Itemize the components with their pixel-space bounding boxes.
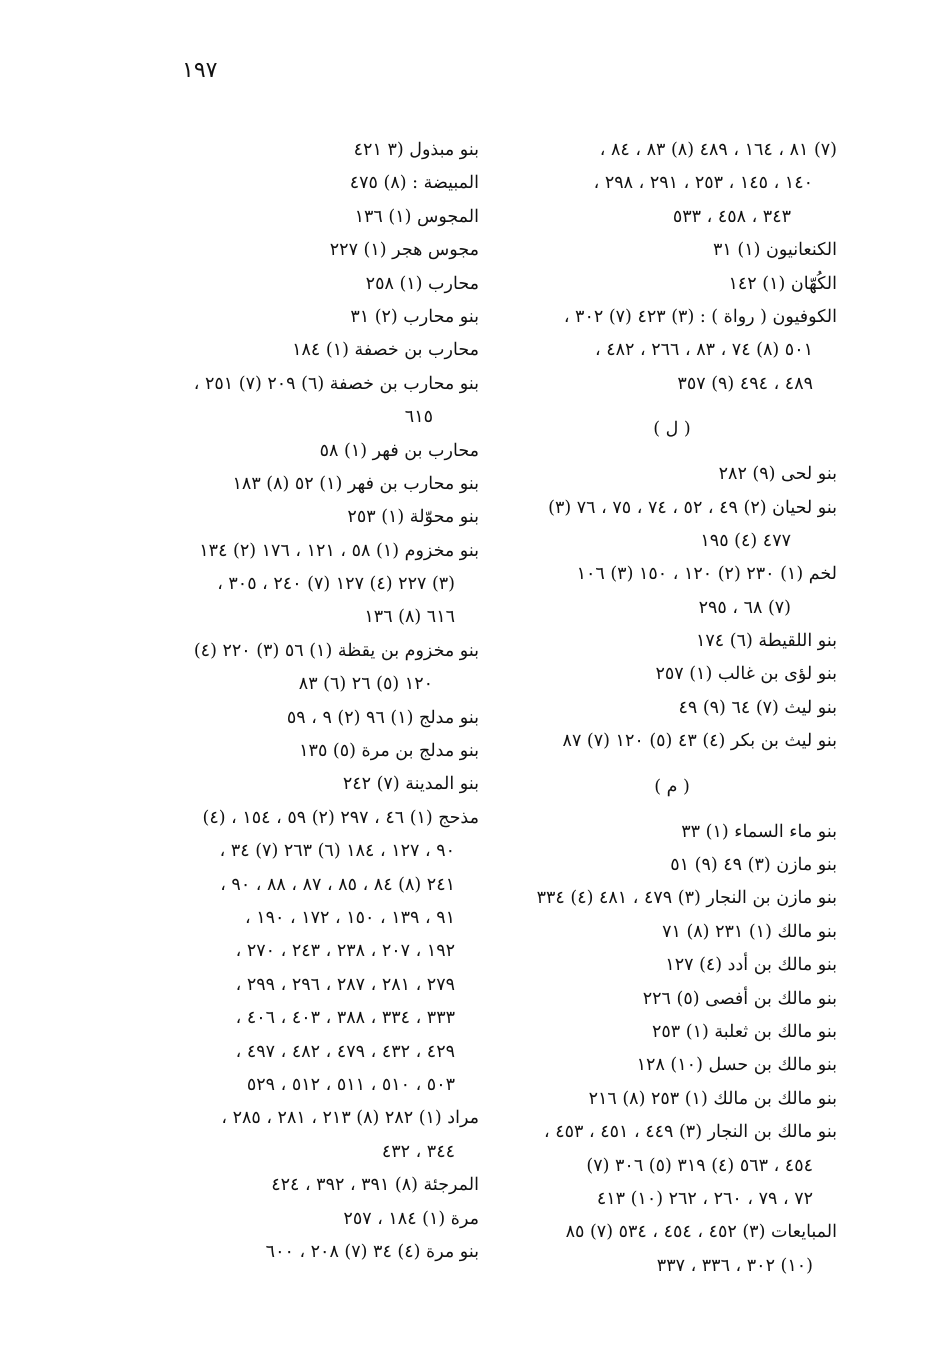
index-entry: مجوس هجر (١) ٢٢٧	[329, 240, 479, 261]
index-entry: ٥٠١ (٨) ٧٤ ، ٨٣ ، ٢٦٦ ، ٤٨٢ ،	[595, 340, 813, 361]
index-entry: ١٩٢ ، ٢٠٧ ، ٢٣٨ ، ٢٤٣ ، ٢٧٠ ،	[235, 941, 455, 962]
index-entry: ٣٣٣ ، ٣٣٤ ، ٣٨٨ ، ٤٠٣ ، ٤٠٦ ،	[235, 1008, 455, 1029]
index-entry: بنو مالك (١) ٢٣١ (٨) ٧١	[662, 921, 837, 942]
index-entry: ٩٠ ، ١٢٧ ، ١٨٤ (٦) ٢٦٣ (٧) ٣٤ ،	[219, 841, 455, 862]
index-entry: ٢٧٩ ، ٢٨١ ، ٢٨٧ ، ٢٩٦ ، ٢٩٩ ،	[235, 974, 455, 995]
index-entry: (٣) ٢٢٧ (٤) ١٢٧ (٧) ٢٤٠ ، ٣٠٥ ،	[217, 574, 455, 595]
index-entry: محارب (١) ٢٥٨	[365, 273, 479, 294]
index-entry: ٧٢ ، ٧٩ ، ٢٦٠ ، ٢٦٢ (١٠) ٤١٣	[596, 1188, 813, 1209]
index-entry: مذحج (١) ٤٦ ، ٢٩٧ (٢) ٥٩ ، ١٥٤ ، (٤)	[202, 807, 479, 828]
index-entry: ٥٠٣ ، ٥١٠ ، ٥١١ ، ٥١٢ ، ٥٢٩	[246, 1074, 455, 1095]
index-entry: (٧) ٦٨ ، ٢٩٥	[698, 597, 791, 618]
index-entry: ٦١٦ (٨) ١٣٦	[364, 607, 455, 628]
index-entry: المجوس (١) ١٣٦	[354, 206, 479, 227]
index-entry: بنو مرة (٤) ٣٤ (٧) ٢٠٨ ، ٦٠٠	[265, 1241, 479, 1262]
index-entry: بنو مبذول (٣ ٤٢١	[353, 140, 479, 160]
index-entry: بنو مالك بن أفصى (٥) ٢٢٦	[642, 988, 837, 1009]
index-column-right	[477, 134, 837, 1283]
index-entry: ٣٤٤ ، ٤٣٢	[381, 1141, 455, 1162]
index-entry: بنو لحيان (٢) ٤٩ ، ٥٢ ، ٧٤ ، ٧٥ ، ٧٦ (٣)	[548, 497, 837, 518]
index-entry: بنو محوّلة (١) ٢٥٣	[347, 507, 479, 528]
index-entry: مراد (١) ٢٨٢ (٨) ٢١٣ ، ٢٨١ ، ٢٨٥ ،	[221, 1108, 479, 1129]
index-entry: محارب بن فهر (١) ٥٨	[319, 440, 479, 461]
index-entry: المبيضة : (٨) ٤٧٥	[349, 173, 479, 194]
index-entry: ٦١٥	[404, 407, 433, 428]
section-letter-heading: ( ل )	[653, 419, 691, 440]
index-entry: بنو مدلج بن مرة (٥) ١٣٥	[299, 741, 479, 762]
index-entry: بنو اللقيطة (٦) ١٧٤	[695, 631, 837, 652]
index-entry: ٢٤١ (٨) ٨٤ ، ٨٥ ، ٨٧ ، ٨٨ ، ٩٠ ،	[220, 874, 455, 895]
index-column-left	[134, 134, 479, 1269]
index-entry: بنو مدلج (١) ٩٦ (٢) ٩ ، ٥٩	[286, 707, 479, 728]
index-entry: بنو مازن بن النجار (٣) ٤٧٩ ، ٤٨١ (٤) ٣٣٤	[536, 888, 837, 909]
index-entry: بنو مالك بن النجار (٣) ٤٤٩ ، ٤٥١ ، ٤٥٣ ،	[544, 1122, 837, 1143]
index-entry: بنو مخزوم (١) ٥٨ ، ١٢١ ، ١٧٦ (٢) ١٣٤	[199, 540, 479, 561]
index-entry: بنو محارب بن خصفة (٦) ٢٠٩ (٧) ٢٥١ ،	[193, 373, 479, 394]
index-entry: ٩١ ، ١٣٩ ، ١٥٠ ، ١٧٢ ، ١٩٠ ،	[245, 907, 455, 928]
index-entry: ٤٥٤ ، ٥٦٣ (٤) ٣١٩ (٥) ٣٠٦ (٧)	[586, 1155, 813, 1176]
index-entry: ٤٢٩ ، ٤٣٢ ، ٤٧٩ ، ٤٨٢ ، ٤٩٧ ،	[235, 1041, 455, 1062]
index-entry: بنو مازن (٣) ٤٩ (٩) ٥١	[670, 855, 837, 876]
index-entry: لخم (١) ٢٣٠ (٢) ١٢٠ ، ١٥٠ (٣) ١٠٦	[576, 564, 837, 585]
index-entry: محارب بن خصفة (١) ١٨٤	[292, 340, 479, 361]
index-entry: بنو ليث بن بكر (٤) ٤٣ (٥) ١٢٠ (٧) ٨٧	[562, 731, 837, 752]
index-entry: الكنعانيون (١) ٣١	[713, 240, 837, 261]
index-entry: ٤٨٩ ، ٤٩٤ (٩) ٣٥٧	[677, 373, 813, 394]
index-entry: بنو مالك بن ثعلبة (١) ٢٥٣	[651, 1021, 837, 1042]
index-entry: الكوفيون ( رواة ) : (٣) ٤٢٣ (٧) ٣٠٢ ،	[563, 306, 837, 327]
index-entry: بنو لحى (٩) ٢٨٢	[718, 464, 837, 485]
index-entry: (١٠) ٣٠٢ ، ٣٣٦ ، ٣٣٧	[656, 1255, 813, 1276]
index-entry: المرجئة (٨) ٣٩١ ، ٣٩٢ ، ٤٢٤	[271, 1175, 479, 1196]
index-entry: بنو مالك بن حسل (١٠) ١٢٨	[636, 1055, 837, 1076]
index-entry: بنو لؤى بن غالب (١) ٢٥٧	[655, 664, 837, 685]
index-entry: بنو مالك بن أدد (٤) ١٢٧	[665, 955, 837, 976]
index-entry: ١٢٠ (٥) ٢٦ (٦) ٨٣	[298, 674, 433, 695]
index-entry: (٧) ٨١ ، ١٦٤ ، ٤٨٩ (٨) ٨٣ ، ٨٤ ،	[599, 140, 837, 160]
index-entry: بنو مالك بن مالك (١) ٢٥٣ (٨) ٢١٦	[588, 1088, 837, 1109]
index-entry: ١٤٠ ، ١٤٥ ، ٢٥٣ ، ٢٩١ ، ٢٩٨ ،	[593, 173, 813, 194]
index-entry: بنو ماء السماء (١) ٣٣	[681, 821, 837, 842]
index-entry: الكُهّان (١) ١٤٢	[728, 273, 837, 294]
section-letter-heading: ( م )	[654, 776, 690, 797]
index-entry: بنو مخزوم بن يقظة (١) ٥٦ (٣) ٢٢٠ (٤)	[193, 640, 479, 661]
index-entry: بنو المدينة (٧) ٢٤٢	[342, 774, 479, 795]
index-entry: بنو محارب (٢) ٣١	[350, 306, 479, 327]
index-entry: المبايعات (٣) ٤٥٢ ، ٤٥٤ ، ٥٣٤ (٧) ٨٥	[565, 1222, 837, 1243]
index-entry: مرة (١) ١٨٤ ، ٢٥٧	[343, 1208, 479, 1229]
page-number: ١٩٧	[182, 58, 218, 83]
index-entry: بنو ليث (٧) ٦٤ (٩) ٤٩	[678, 697, 837, 718]
index-entry: ٤٧٧ (٤) ١٩٥	[700, 530, 791, 551]
index-entry: ٣٤٣ ، ٤٥٨ ، ٥٣٣	[672, 206, 791, 227]
index-entry: بنو محارب بن فهر (١) ٥٢ (٨) ١٨٣	[232, 473, 479, 494]
